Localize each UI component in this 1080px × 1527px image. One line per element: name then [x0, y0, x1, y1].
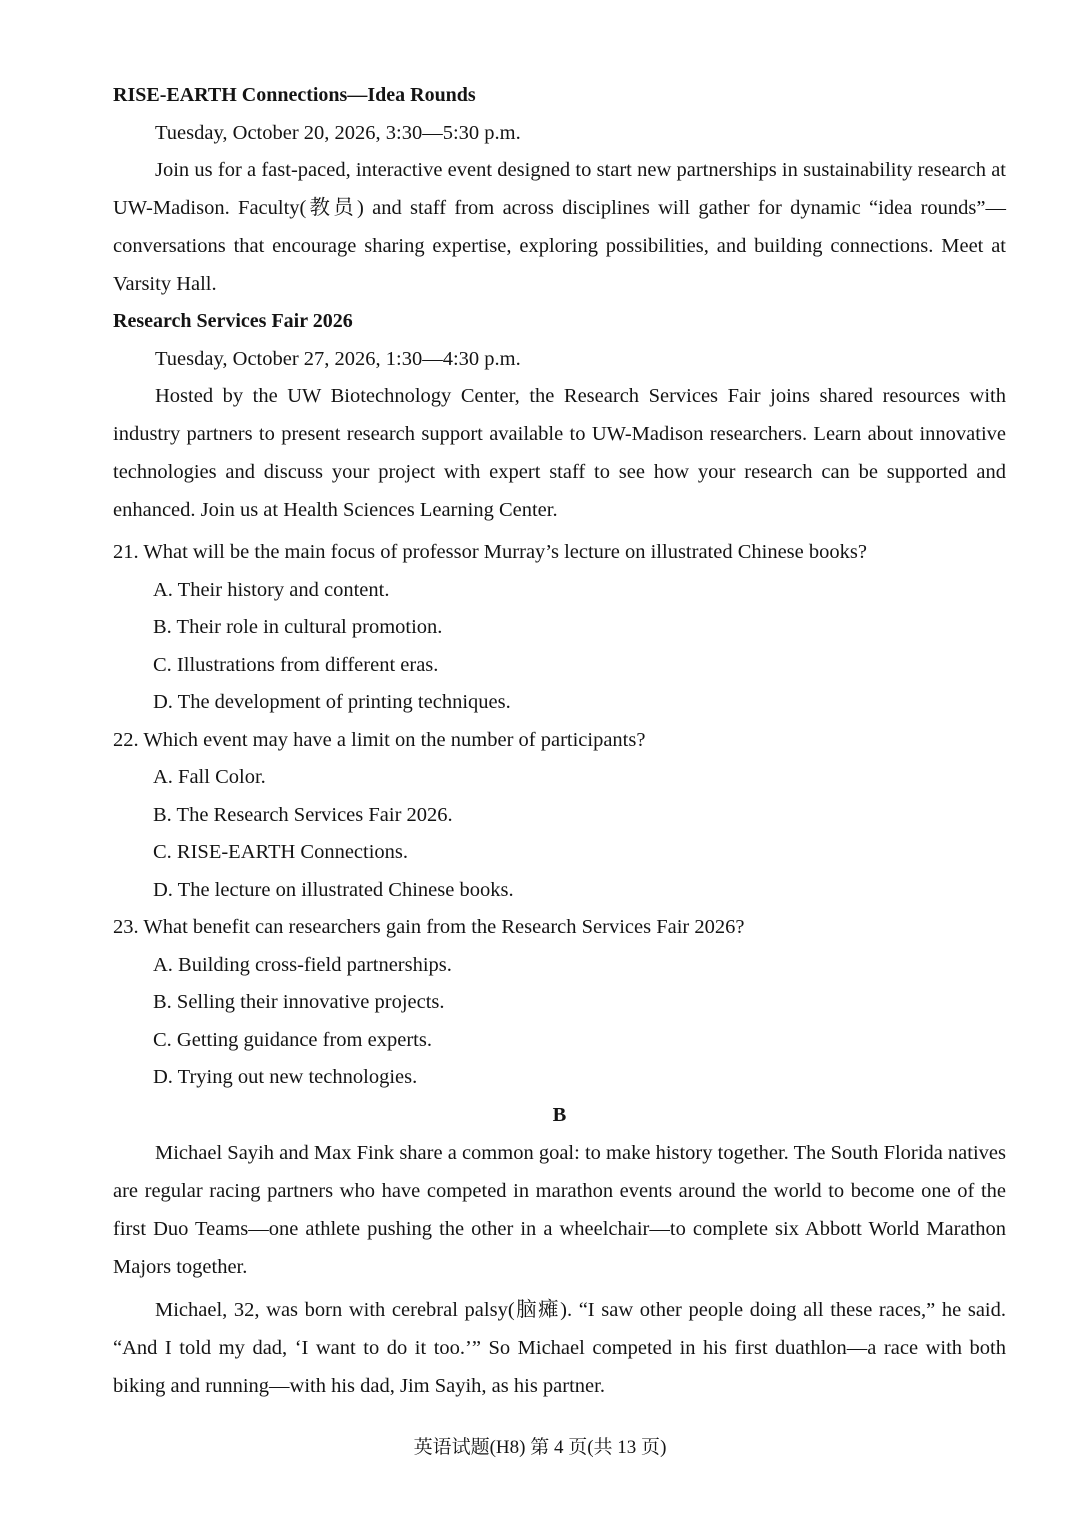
question-block — [113, 534, 1006, 722]
event-heading: RISE-EARTH Connections—Idea Rounds — [113, 84, 476, 106]
answer-option: C. Illustrations from different eras. — [153, 653, 439, 676]
question-stem: 22. Which event may have a limit on the number of participants? — [113, 728, 646, 751]
page-footer: 英语试题(H8) 第 4 页(共 13 页) — [413, 1437, 667, 1458]
answer-option: C. Getting guidance from experts. — [153, 1028, 432, 1051]
answer-option: A. Building cross-field partnerships. — [153, 953, 452, 976]
answer-option: D. The lecture on illustrated Chinese books. — [153, 878, 514, 901]
event-block — [113, 82, 1006, 303]
answer-option: C. RISE-EARTH Connections. — [153, 841, 409, 863]
passage-paragraph: Michael Sayih and Max Fink share a common goal: to make history together. The South Florida natives are regular racing partners who have competed in marathon events around the world to become one of the first Duo Teams—one athlete pushing the other in a wheelchair—to complete six Abbott World Marathon Majors together. — [113, 1141, 1006, 1278]
answer-option: B. Their role in cultural promotion. — [153, 616, 443, 638]
question-block — [113, 909, 1006, 1097]
event-date: Tuesday, October 20, 2026, 3:30—5:30 p.m. — [155, 122, 521, 144]
question-block — [113, 722, 1006, 910]
answer-option: A. Their history and content. — [153, 578, 390, 601]
answer-option: D. The development of printing techniques. — [153, 691, 511, 713]
event-date: Tuesday, October 27, 2026, 1:30—4:30 p.m. — [155, 348, 521, 370]
section-title: B — [552, 1103, 567, 1126]
question-stem: 21. What will be the main focus of professor Murray’s lecture on illustrated Chinese books? — [113, 541, 867, 563]
event-heading: Research Services Fair 2026 — [113, 310, 353, 332]
event-description: Hosted by the UW Biotechnology Center, the Research Services Fair joins shared resources with industry partners to present research support available to UW-Madison researchers. Learn about innovative technologies and discuss your project with expert staff to see how your research can be supported and enhanced. Join us at Health Sciences Learning Center. — [113, 385, 1006, 521]
answer-option: B. Selling their innovative projects. — [153, 991, 445, 1013]
answer-option: B. The Research Services Fair 2026. — [153, 803, 453, 826]
event-block — [113, 308, 1006, 529]
question-stem: 23. What benefit can researchers gain from the Research Services Fair 2026? — [113, 916, 745, 938]
answer-option: D. Trying out new technologies. — [153, 1066, 418, 1088]
event-description: Join us for a fast-paced, interactive event designed to start new partnerships in sustainability research at UW-Madison. Faculty(教员) and staff from across disciplines will gather for dynamic “idea rounds”—conversations that encourage sharing expertise, exploring possibilities, and building connections. Meet at Varsity Hall. — [113, 159, 1006, 295]
passage-paragraph: Michael, 32, was born with cerebral palsy(脑瘫). “I saw other people doing all these races,” he said. “And I told my dad, ‘I want to do it too.’” So Michael competed in his first duathlon—a race with both biking and running—with his dad, Jim Sayih, as his partner. — [113, 1298, 1006, 1397]
answer-option: A. Fall Color. — [153, 766, 266, 788]
